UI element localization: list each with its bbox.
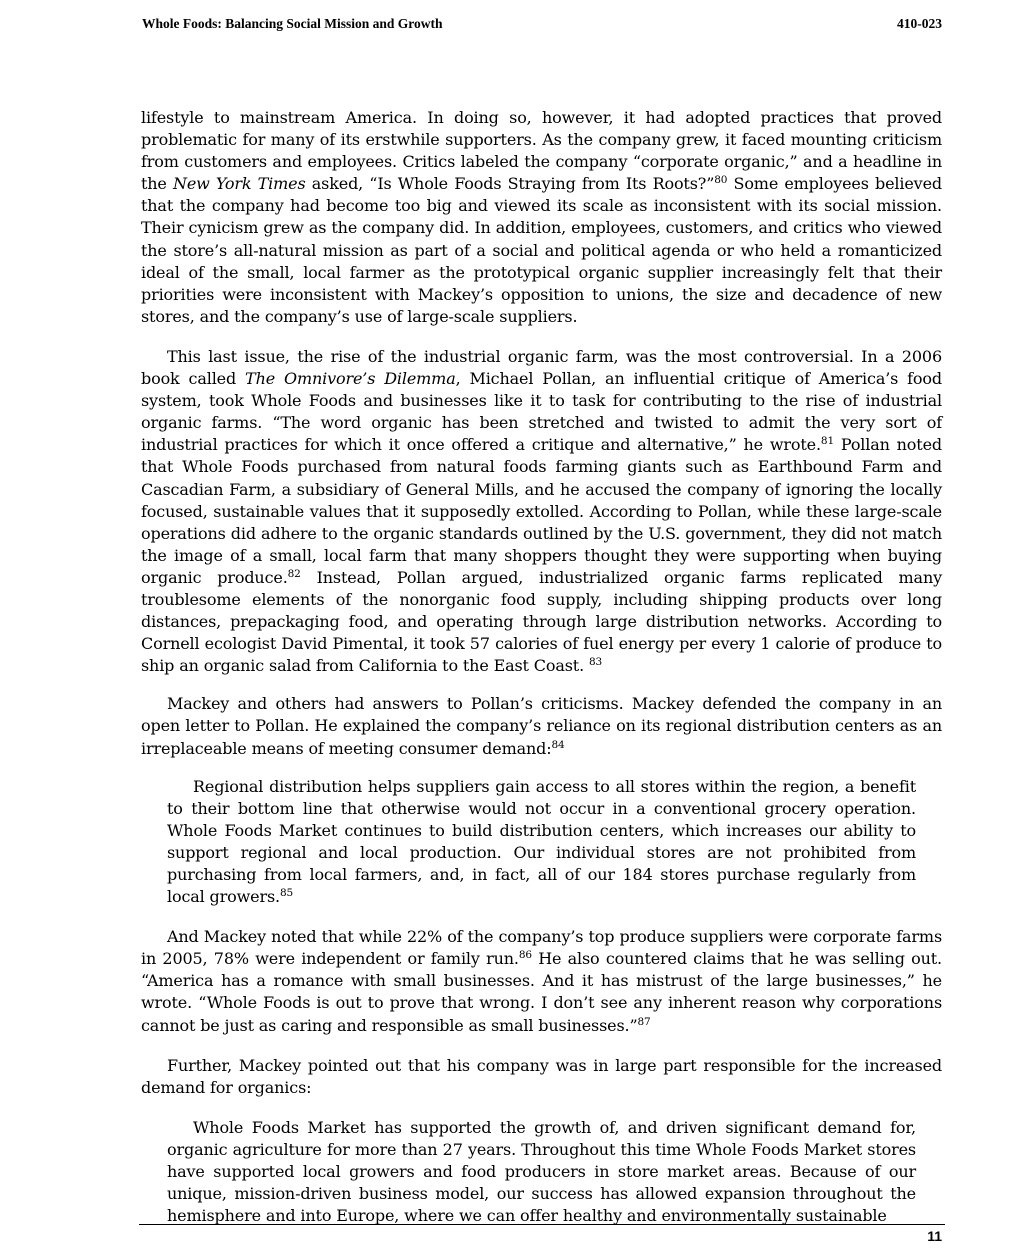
footnote-ref: 81 — [820, 435, 834, 448]
paragraph-1 — [141, 107, 942, 328]
page-number: 11 — [927, 1228, 942, 1244]
text-run: And Mackey noted that while 22% of the company’s top produce suppliers were corporate farms in 2005, 78% were independent or family run. — [141, 927, 942, 969]
footnote-ref: 87 — [637, 1015, 651, 1028]
paragraph-4 — [141, 926, 942, 1036]
paragraph-5 — [141, 1055, 942, 1099]
text-run: This last issue, the rise of the industrial organic farm, was the most controversial. In a 2006 book called — [141, 346, 942, 389]
text-run: asked, “Is Whole Foods Straying from Its Roots?” — [305, 174, 715, 194]
footnote-ref: 86 — [518, 949, 532, 962]
italic-title: New York Times — [172, 174, 306, 194]
footnote-ref: 85 — [280, 887, 294, 900]
paragraph-2 — [141, 346, 942, 677]
body-text — [141, 107, 942, 1227]
text-run: Some employees believed that the company had become too big and viewed its scale as inconsistent with its social mission. Their cynicism grew as the company did. In addition, employees, customers, and critics who viewed the store’s all-natural mission as part of a social and political agenda or who held a romanticized ideal of the small, local farmer as the prototypical organic supplier increasingly felt that their priorities were inconsistent with Mackey’s opposition to unions, the size and decadence of new stores, and the company’s use of large-scale suppliers. — [141, 174, 942, 326]
footnote-ref: 82 — [287, 567, 301, 580]
footnote-ref: 83 — [588, 656, 603, 669]
text-run: Mackey and others had answers to Pollan’s criticisms. Mackey defended the company in an open letter to Pollan. He explained the company’s reliance on its regional distribution centers as an irreplaceable means of meeting consumer demand: — [141, 694, 942, 758]
header-title: Whole Foods: Balancing Social Mission and Growth — [142, 16, 443, 31]
text-run: Pollan noted that Whole Foods purchased from natural foods farming giants such as Earthbound Farm and Cascadian Farm, a subsidiary of General Mills, and he accused the company of ignoring the locally focused, sustainable values that it supposedly extolled. According to Pollan, while these large-scale operations did adhere to the organic standards outlined by the U.S. government, they did not match the image of a small, local farm that many shoppers thought they were supporting when buying organic produce. — [141, 435, 942, 587]
text-run: Whole Foods Market has supported the growth of, and driven significant demand for, organic agriculture for more than 27 years. Throughout this time Whole Foods Market stores have supported local growers and food producers in store market areas. Because of our unique, mission-driven business model, our success has allowed expansion throughout the hemisphere and into Europe, where we can offer healthy and environmentally sustainable — [167, 1117, 916, 1226]
paragraph-3 — [141, 693, 942, 759]
italic-title: The Omnivore’s Dilemma — [245, 369, 456, 389]
case-number: 410-023 — [897, 16, 942, 31]
running-header — [142, 16, 942, 38]
block-quote-1 — [167, 776, 916, 909]
block-quote-2 — [167, 1117, 916, 1227]
text-run: Regional distribution helps suppliers gain access to all stores within the region, a benefit to their bottom line that otherwise would not occur in a conventional grocery operation. Whole Foods Market continues to build distribution centers, which increases our ability to support regional and local production. Our individual stores are not prohibited from purchasing from local farmers, and, in fact, all of our 184 stores purchase regularly from local growers. — [167, 776, 916, 907]
text-run: Instead, Pollan argued, industrialized organic farms replicated many troublesome elements of the nonorganic food supply, including shipping products over long distances, prepackaging food, and operating through large distribution networks. According to Cornell ecologist David Pimental, it took 57 calories of fuel energy per every 1 calorie of produce to ship an organic salad from California to the East Coast. — [141, 567, 942, 676]
footer-rule — [139, 1224, 945, 1225]
text-run: Further, Mackey pointed out that his company was in large part responsible for the increased demand for organics: — [141, 1055, 942, 1097]
footnote-ref: 84 — [551, 738, 565, 751]
text-run: lifestyle to mainstream America. In doing so, however, it had adopted practices that proved problematic for many of its erstwhile supporters. As the company grew, it faced mounting criticism from customers and employees. Critics labeled the company “corporate organic,” and a headline in the — [141, 108, 942, 194]
text-run: , Michael Pollan, an influential critique of America’s food system, took Whole Foods and businesses like it to task for contributing to the rise of industrial organic farms. “The word organic has been stretched and twisted to admit the very sort of industrial practices for which it once offered a critique and alternative,” he wrote. — [141, 369, 942, 455]
footnote-ref: 80 — [714, 174, 728, 187]
text-run: He also countered claims that he was selling out. “America has a romance with small businesses. And it has mistrust of the large businesses,” he wrote. “Whole Foods is out to prove that wrong. I don’t see any inherent reason why corporations cannot be just as caring and responsible as small businesses.” — [141, 949, 942, 1035]
